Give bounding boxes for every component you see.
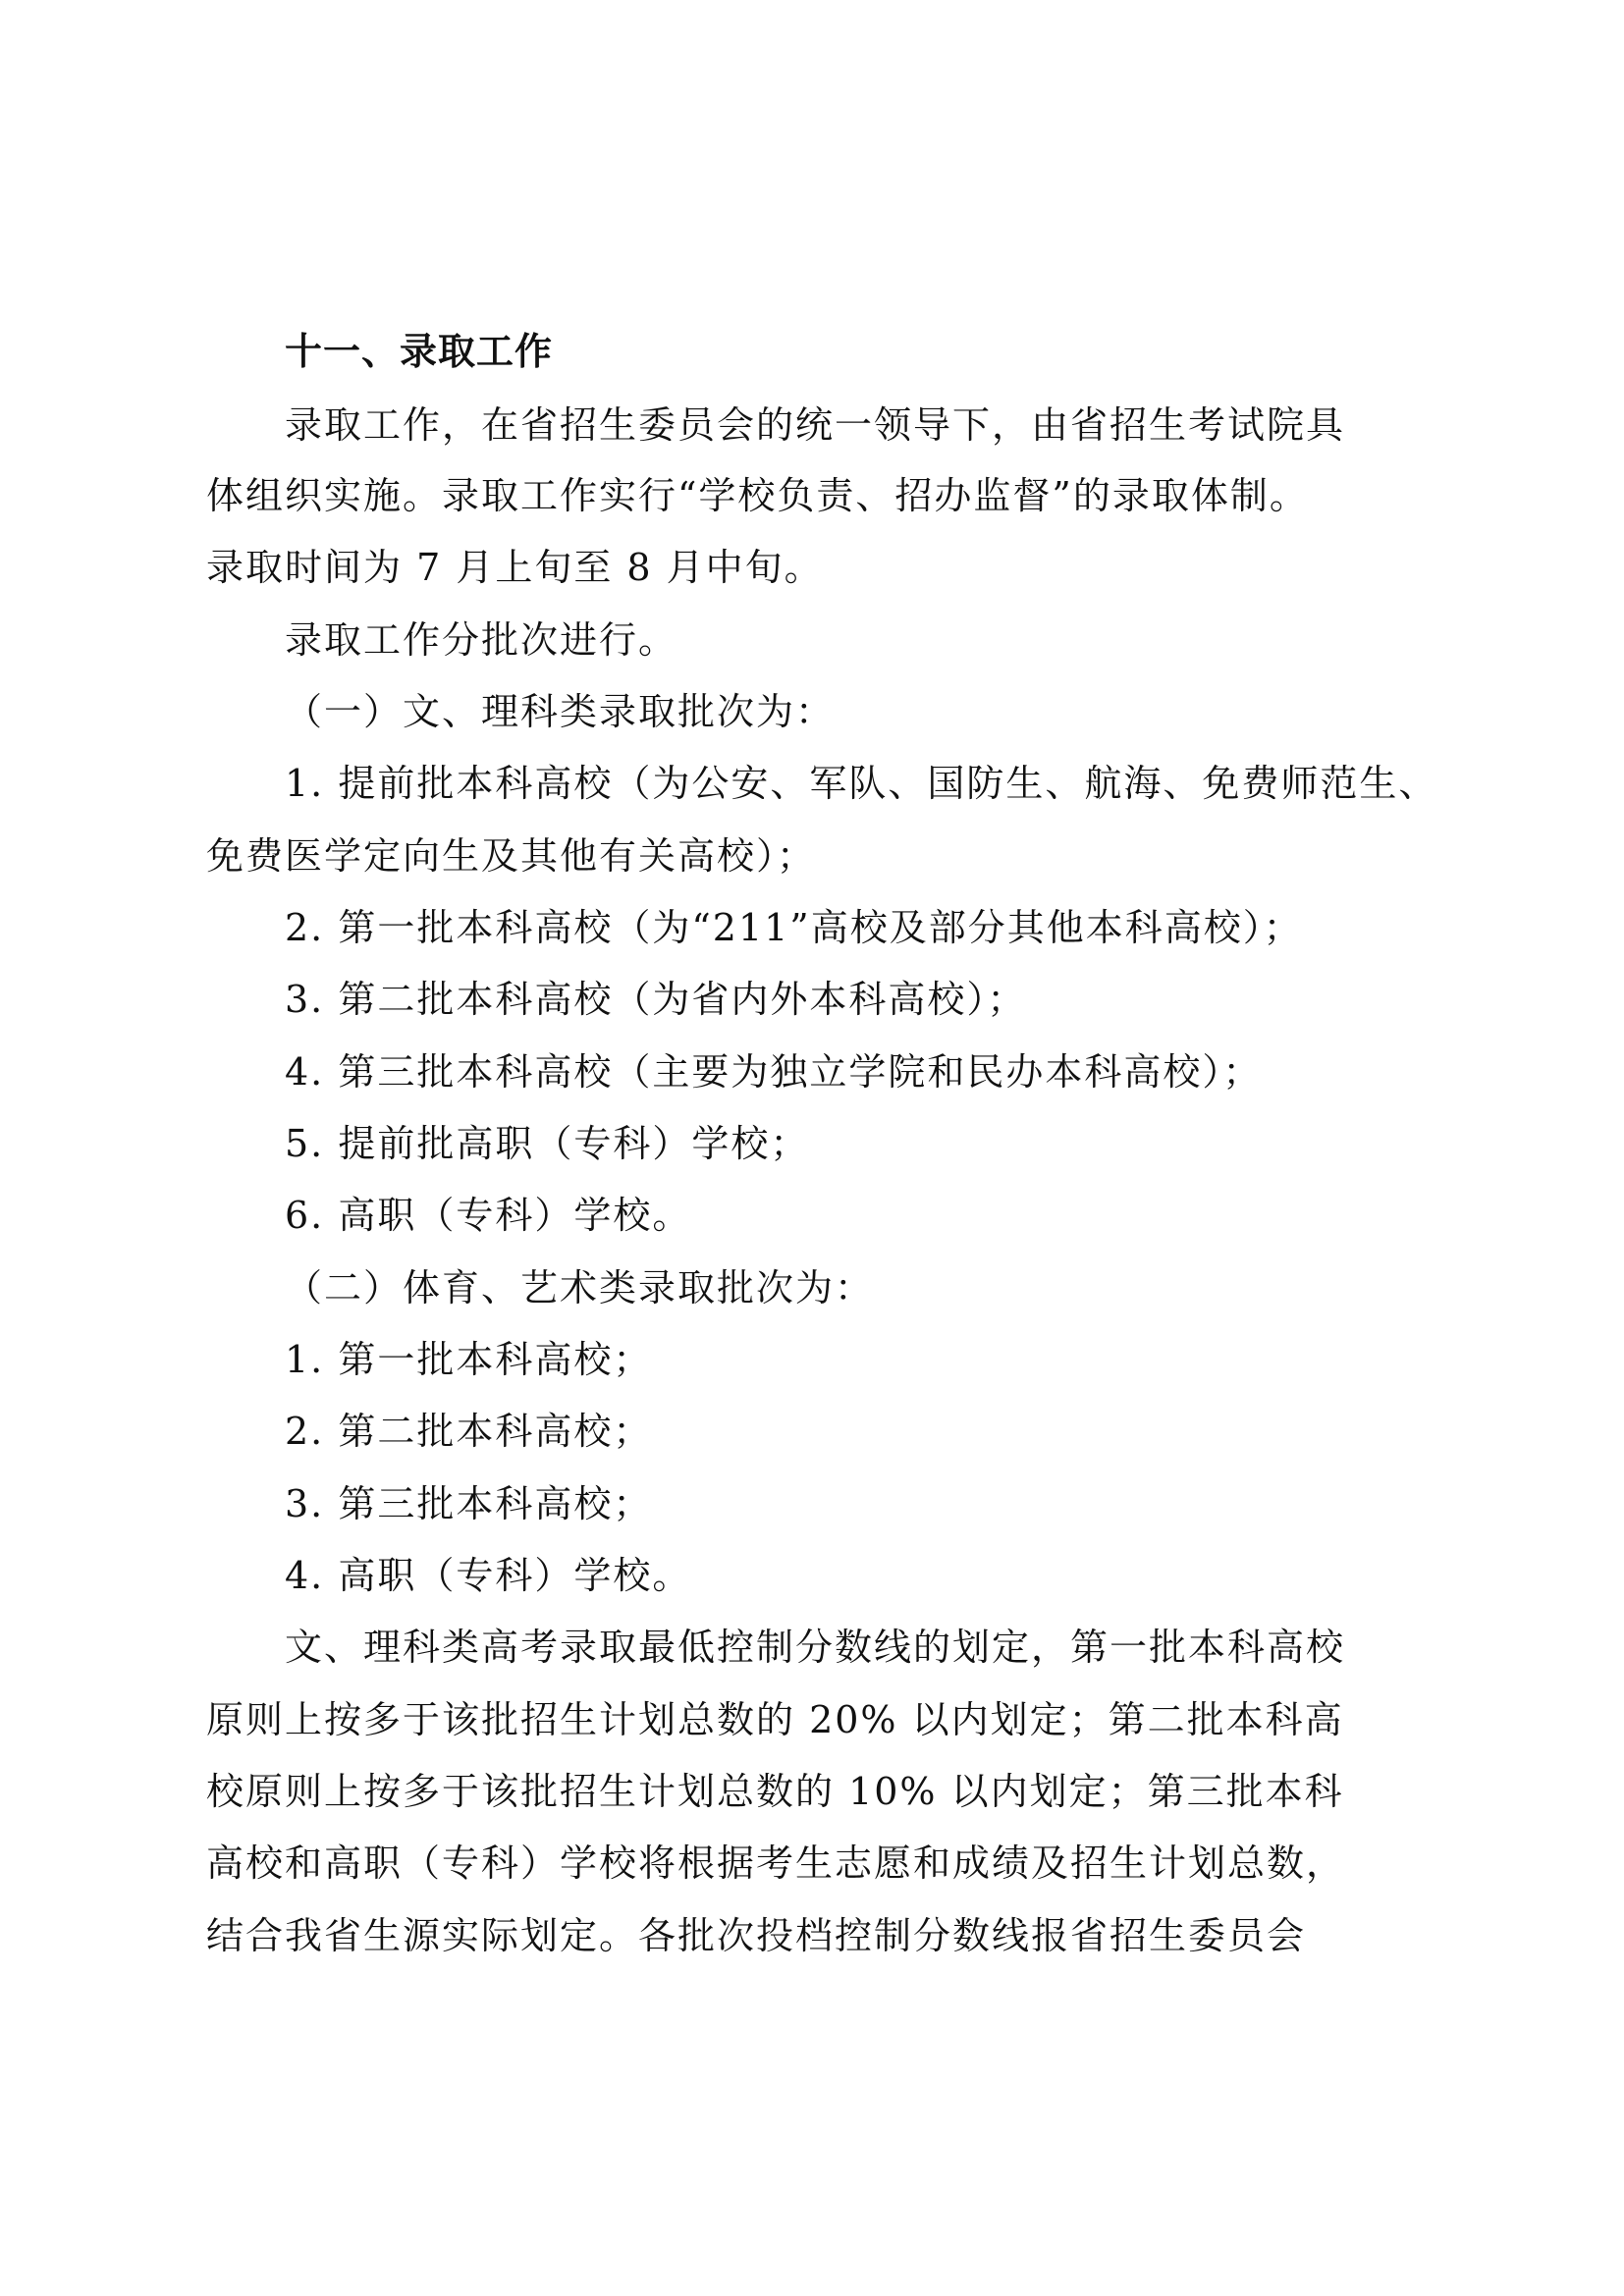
list-item: 4. 高职（专科）学校。 <box>285 1554 692 1597</box>
list-item: 5. 提前批高职（专科）学校； <box>285 1122 810 1165</box>
list-item: 1. 提前批本科高校（为公安、军队、国防生、航海、免费师范生、 <box>285 762 1438 805</box>
list-item: 3. 第二批本科高校（为省内外本科高校）； <box>285 978 1027 1021</box>
paragraph-line: 校原则上按多于该批招生计划总数的 10% 以内划定；第三批本科 <box>206 1770 1344 1813</box>
list-item: 2. 第一批本科高校（为“211”高校及部分其他本科高校）； <box>285 906 1303 949</box>
paragraph-line: 录取时间为 7 月上旬至 8 月中旬。 <box>206 546 824 589</box>
list-item-continuation: 免费医学定向生及其他有关高校）； <box>206 834 817 878</box>
subheading-line: （一）文、理科类录取批次为： <box>285 690 836 733</box>
list-item: 6. 高职（专科）学校。 <box>285 1194 692 1237</box>
list-item: 1. 第一批本科高校； <box>285 1338 653 1381</box>
paragraph-line: 体组织实施。录取工作实行“学校负责、招办监督”的录取体制。 <box>206 474 1309 517</box>
paragraph-line: 高校和高职（专科）学校将根据考生志愿和成绩及招生计划总数， <box>206 1842 1346 1885</box>
paragraph-line: 录取工作分批次进行。 <box>285 618 678 662</box>
subheading-line: （二）体育、艺术类录取批次为： <box>285 1266 875 1309</box>
section-heading: 十一、录取工作 <box>285 330 554 373</box>
list-item: 4. 第三批本科高校（主要为独立学院和民办本科高校）； <box>285 1050 1263 1094</box>
paragraph-line: 原则上按多于该批招生计划总数的 20% 以内划定；第二批本科高 <box>206 1698 1344 1741</box>
list-item: 3. 第三批本科高校； <box>285 1482 653 1525</box>
paragraph-line: 录取工作，在省招生委员会的统一领导下，由省招生考试院具 <box>285 403 1346 447</box>
list-item: 2. 第二批本科高校； <box>285 1410 653 1453</box>
paragraph-line: 文、理科类高考录取最低控制分数线的划定，第一批本科高校 <box>285 1626 1346 1669</box>
paragraph-line: 结合我省生源实际划定。各批次投档控制分数线报省招生委员会 <box>206 1914 1307 1957</box>
